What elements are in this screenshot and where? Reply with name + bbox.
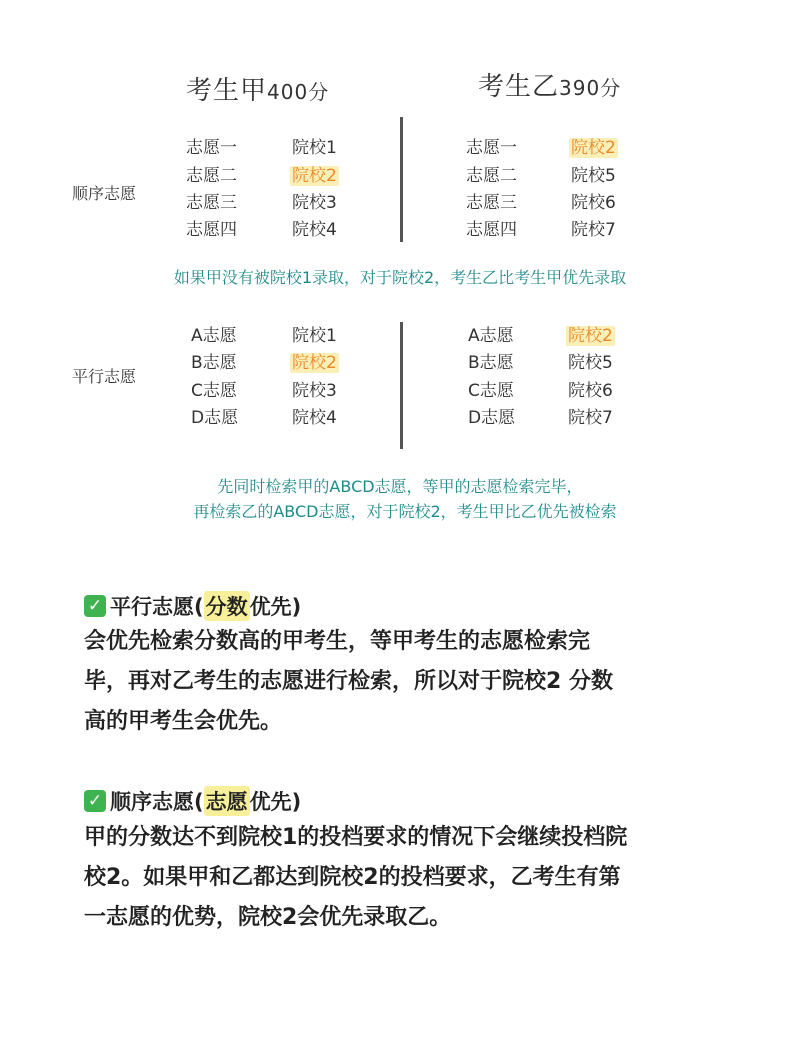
par-right-school-3: 院校6 [568,381,613,401]
seq-right-school-1: 院校2 [571,138,616,158]
seq-right-school-2: 院校5 [571,166,616,186]
par-left-choice-4: D志愿 [191,408,239,428]
seq-left-choice-3: 志愿三 [186,193,237,213]
section1-heading-highlight: 分数 [204,591,250,621]
seq-left-school-3: 院校3 [292,193,337,213]
sequential-note: 如果甲没有被院校1录取，对于院校2，考生乙比考生甲优先录取 [173,268,627,287]
section2-heading-post: 优先) [249,790,302,814]
seq-right-school-3: 院校6 [571,193,616,213]
par-right-choice-4: D志愿 [468,408,516,428]
par-left-school-1: 院校1 [292,326,337,346]
parallel-note-line1: 先同时检索甲的ABCD志愿，等甲的志愿检索完毕， [217,477,583,496]
candidate-a-title [186,70,329,107]
par-left-choice-2: B志愿 [191,353,237,373]
seq-right-choice-1: 志愿一 [466,138,517,158]
parallel-label: 平行志愿 [72,367,137,386]
par-right-school-4: 院校7 [568,408,613,428]
candidate-b-score: 390分 [559,76,622,100]
section2-body [84,818,734,938]
seq-left-school-4: 院校4 [292,220,337,240]
par-right-school-1: 院校2 [568,326,613,346]
candidate-b-name: 考生乙 [478,72,560,102]
section2-line-1: 甲的分数达不到院校1的投档要求的情况下会继续投档院 [84,825,628,850]
seq-left-school-2: 院校2 [292,166,337,186]
section2-heading-highlight: 志愿 [204,786,250,816]
candidate-a-name: 考生甲 [186,76,268,106]
seq-right-choice-3: 志愿三 [466,193,517,213]
section1-body [84,622,734,742]
section1-line-1: 会优先检索分数高的甲考生，等甲考生的志愿检索完 [84,629,591,654]
section1-heading [84,591,301,621]
par-left-choice-3: C志愿 [191,381,237,401]
seq-left-school-1: 院校1 [292,138,337,158]
section2-heading-pre: 顺序志愿( [110,790,204,814]
par-left-choice-1: A志愿 [191,326,237,346]
par-right-choice-3: C志愿 [468,381,514,401]
par-right-choice-2: B志愿 [468,353,514,373]
section1-heading-pre: 平行志愿( [110,595,204,619]
section1-heading-post: 优先) [249,595,302,619]
seq-right-choice-4: 志愿四 [466,220,517,240]
par-right-choice-1: A志愿 [468,326,514,346]
section2-line-2: 校2。如果甲和乙都达到院校2的投档要求，乙考生有第 [84,865,621,890]
seq-right-school-4: 院校7 [571,220,616,240]
check-icon: ✓ [84,790,106,812]
section2-heading [84,786,301,816]
section1-line-2: 毕，再对乙考生的志愿进行检索，所以对于院校2 分数 [84,669,613,694]
par-left-school-3: 院校3 [292,381,337,401]
par-right-school-2: 院校5 [568,353,613,373]
seq-left-choice-2: 志愿二 [186,166,237,186]
candidate-b-title [478,66,621,103]
sequential-label: 顺序志愿 [72,184,137,203]
parallel-divider [400,322,403,449]
section2-line-3: 一志愿的优势，院校2会优先录取乙。 [84,905,452,930]
par-left-school-4: 院校4 [292,408,337,428]
section1-line-3: 高的甲考生会优先。 [84,709,283,734]
par-left-school-2: 院校2 [292,353,337,373]
seq-right-choice-2: 志愿二 [466,166,517,186]
seq-left-choice-4: 志愿四 [186,220,237,240]
seq-left-choice-1: 志愿一 [186,138,237,158]
candidate-a-score: 400分 [267,80,330,104]
parallel-note-line2: 再检索乙的ABCD志愿，对于院校2，考生甲比乙优先被检索 [193,502,617,521]
check-icon: ✓ [84,595,106,617]
sequential-divider [400,117,403,242]
